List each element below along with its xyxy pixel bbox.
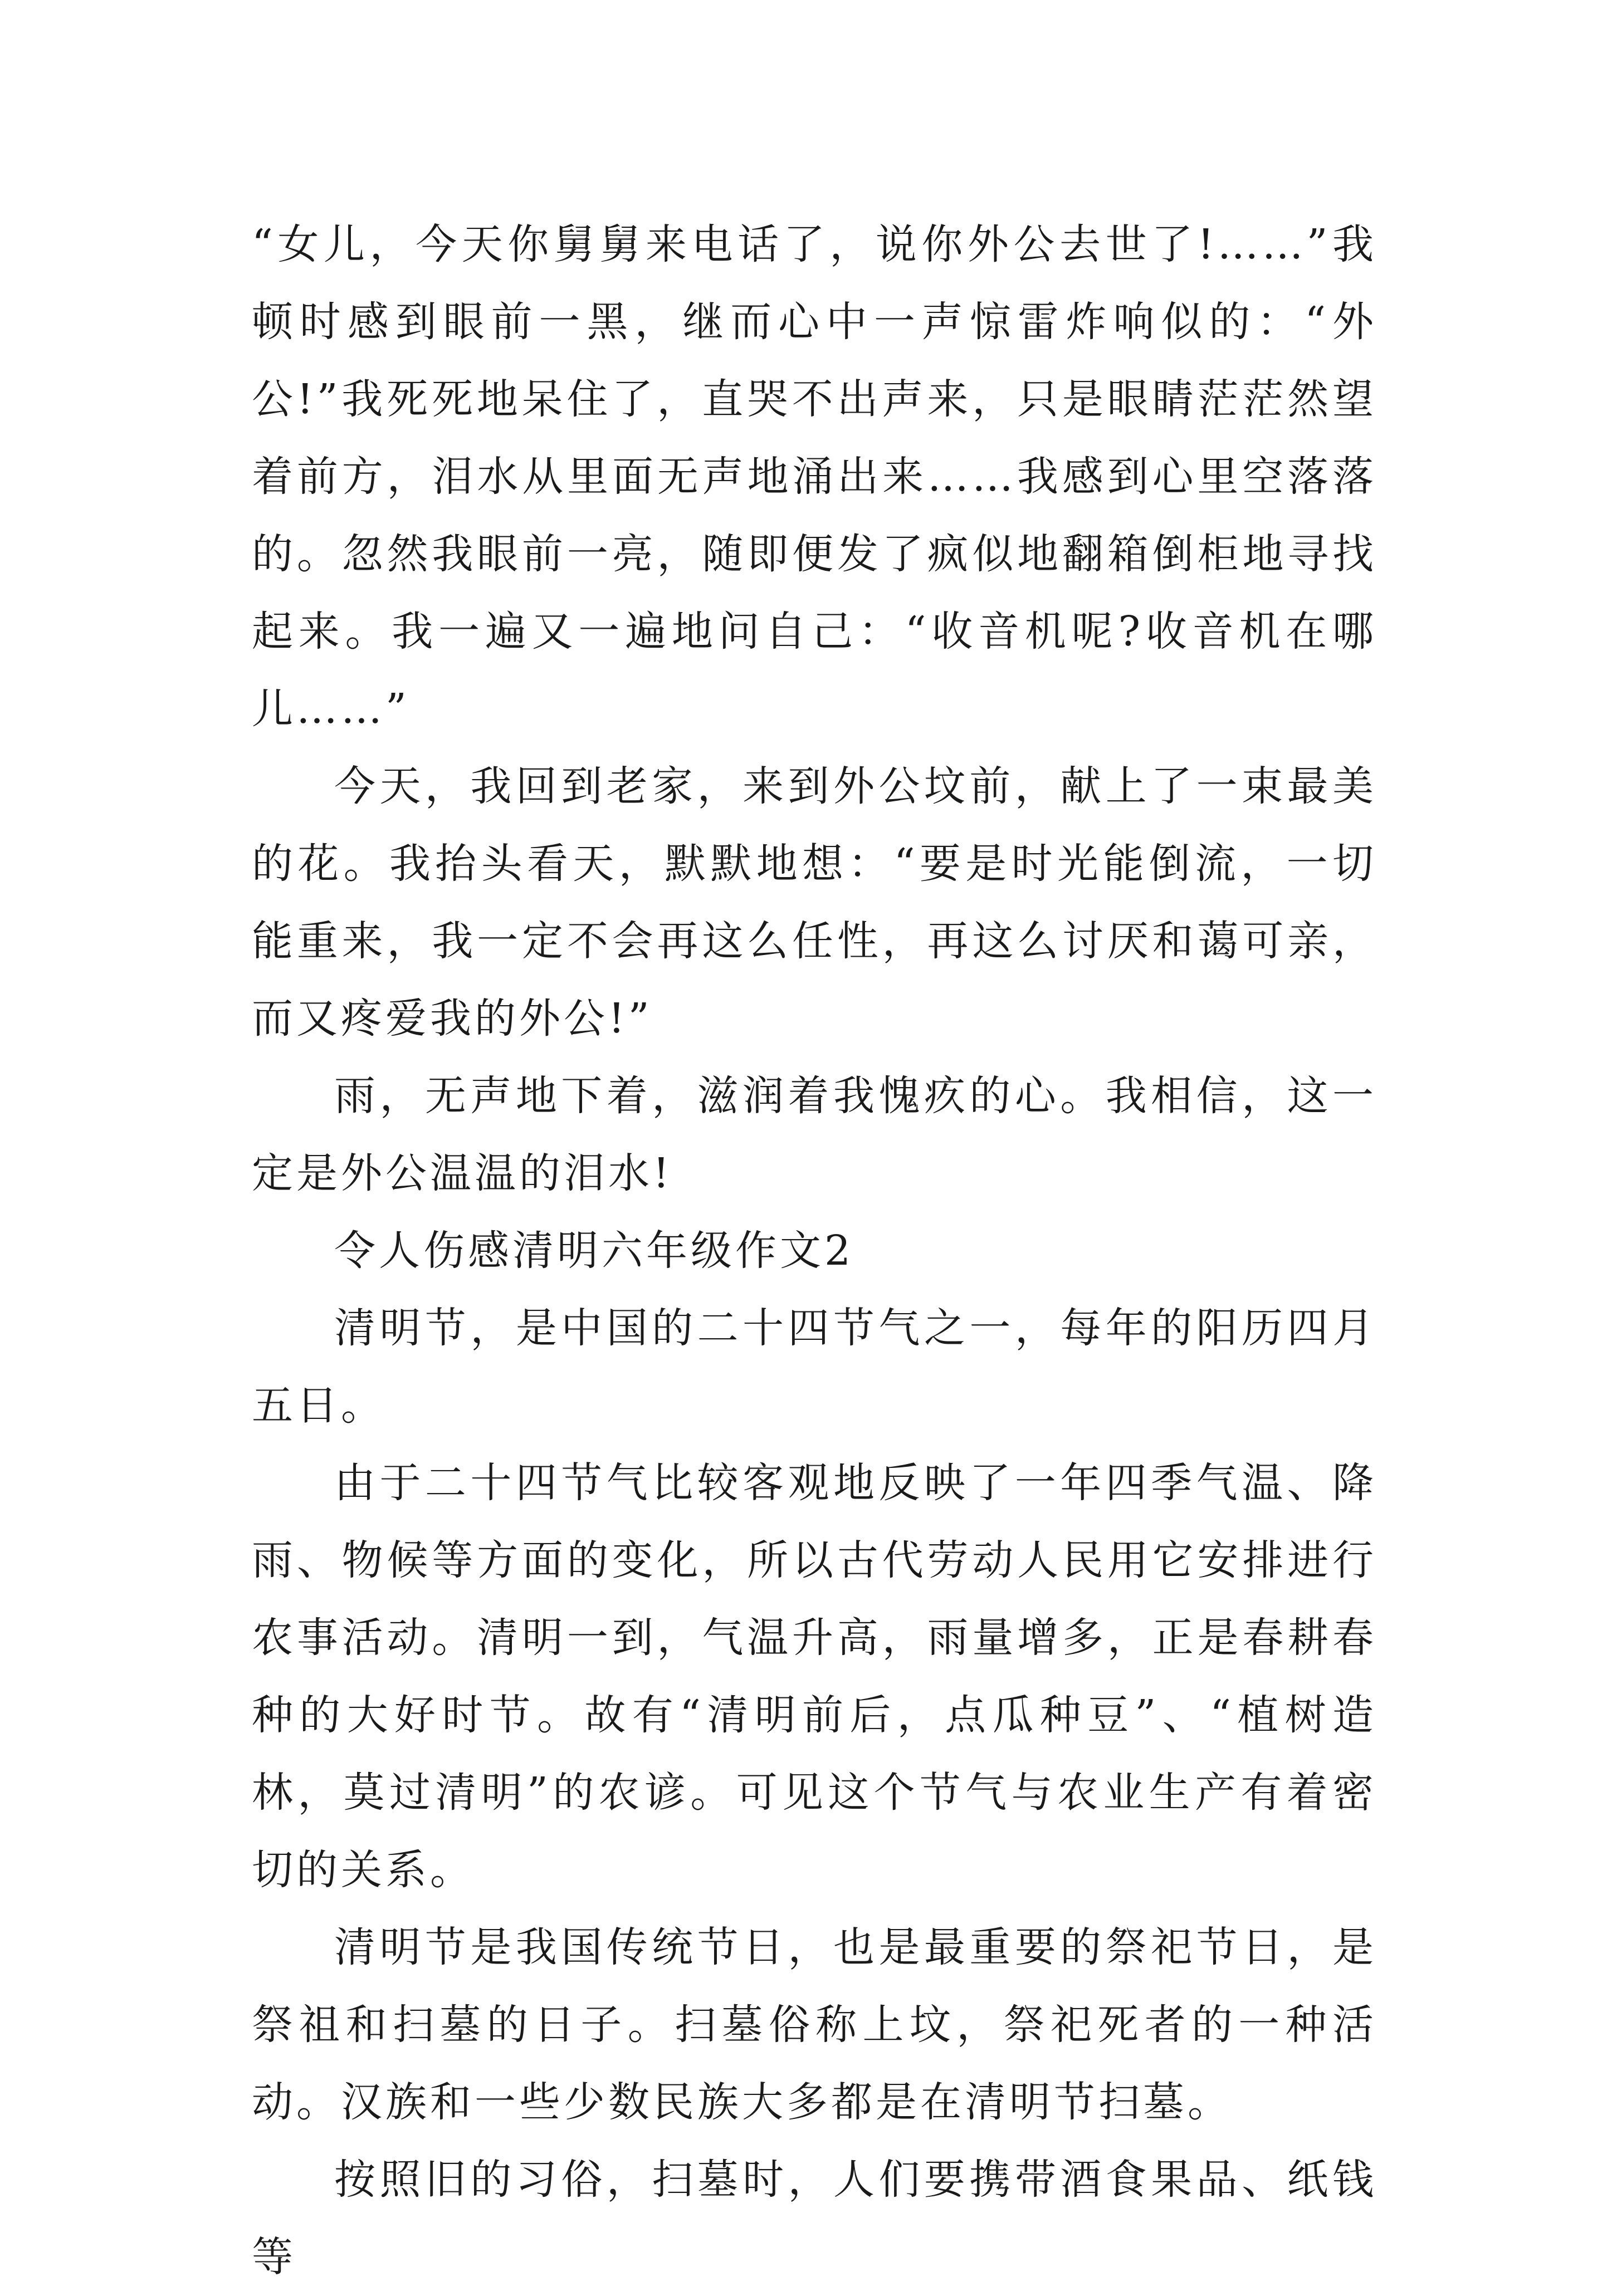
- paragraph-6: 清明节是我国传统节日，也是最重要的祭祀节日，是祭祖和扫墓的日子。扫墓俗称上坟，祭祀死者的一种活动。汉族和一些少数民族大多都是在清明节扫墓。: [252, 1923, 1377, 2126]
- paragraph-3: 雨，无声地下着，滋润着我愧疚的心。我相信，这一定是外公温温的泪水!: [252, 1072, 1377, 1197]
- paragraph-5: 由于二十四节气比较客观地反映了一年四季气温、降雨、物候等方面的变化，所以古代劳动人民用它安排进行农事活动。清明一到，气温升高，雨量增多，正是春耕春种的大好时节。故有“清明前后，点瓜种豆”、“植树造林，莫过清明”的农谚。可见这个节气与农业生产有着密切的关系。: [252, 1459, 1377, 1894]
- document-body: [252, 206, 1377, 2296]
- paragraph-4: 清明节，是中国的二十四节气之一，每年的阳历四月五日。: [252, 1304, 1377, 1430]
- section-heading: 令人伤感清明六年级作文2: [334, 1227, 854, 1275]
- paragraph-7: 按照旧的习俗，扫墓时，人们要携带酒食果品、纸钱等: [252, 2156, 1377, 2281]
- paragraph-2: 今天，我回到老家，来到外公坟前，献上了一束最美的花。我抬头看天，默默地想：“要是时光能倒流，一切能重来，我一定不会再这么任性，再这么讨厌和蔼可亲，而又疼爱我的外公!”: [252, 762, 1377, 1042]
- paragraph-1: “女儿，今天你舅舅来电话了，说你外公去世了!……”我顿时感到眼前一黑，继而心中一声惊雷炸响似的：“外公!”我死死地呆住了，直哭不出声来，只是眼睛茫茫然望着前方，泪水从里面无声地涌出来……我感到心里空落落的。忽然我眼前一亮，随即便发了疯似地翻箱倒柜地寻找起来。我一遍又一遍地问自己：“收音机呢?收音机在哪儿……”: [252, 221, 1377, 733]
